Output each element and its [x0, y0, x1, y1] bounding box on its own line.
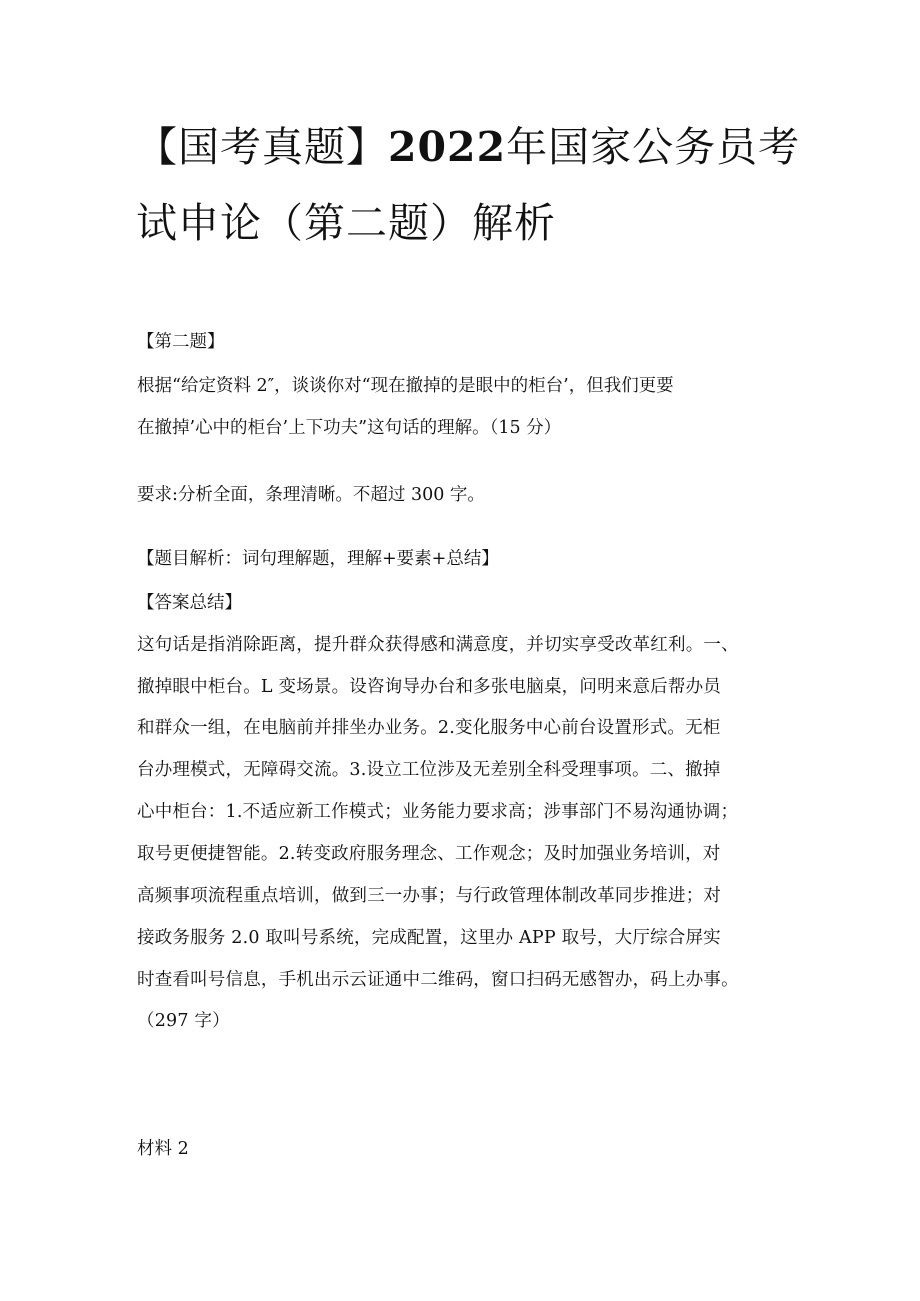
analysis-label: 【题目解析：词句理解题，理解+要素+总结】 — [137, 549, 499, 569]
title-year: 2022 — [388, 123, 507, 171]
answer-line: 接政务服务 2.0 取叫号系统，完成配置，这里办 APP 取号，大厅综合屏实 — [137, 928, 721, 948]
answer-label: 【答案总结】 — [137, 593, 242, 613]
answer-line: 心中柜台：1.不适应新工作模式；业务能力要求高；涉事部门不易沟通协调； — [137, 802, 739, 822]
title-line1-rest: 年国家公务员考 — [506, 123, 801, 171]
answer-line: 撤掉眼中柜台。L 变场景。设咨询导办台和多张电脑桌，问明来意后帮办员 — [137, 677, 721, 697]
material-label: 材料 2 — [137, 1139, 189, 1159]
answer-line: 台办理模式，无障碍交流。3.设立工位涉及无差别全科受理事项。二、撤掉 — [137, 760, 721, 780]
answer-line: 时查看叫号信息，手机出示云证通中二维码，窗口扫码无感智办，码上办事。 — [137, 970, 739, 990]
document-title-line-2: 试申论（第二题）解析 — [136, 199, 556, 247]
word-count: （297 字） — [137, 1011, 230, 1031]
question-line-2: 在撤掉’心中的柜台’上下功夫”这句话的理解。（15 分） — [137, 418, 562, 438]
question-line-1: 根据“给定资料 2″，谈谈你对“现在撤掉的是眼中的柜台’，但我们更要 — [137, 376, 674, 396]
requirement-text: 要求:分析全面，条理清晰。不超过 300 字。 — [137, 485, 485, 505]
answer-line: 高频事项流程重点培训，做到三一办事；与行政管理体制改革同步推进；对 — [137, 886, 722, 906]
title-prefix: 【国考真题】 — [136, 123, 388, 171]
document-title-line-1 — [136, 122, 801, 172]
answer-line: 取号更便捷智能。2.转变政府服务理念、工作观念；及时加强业务培训，对 — [137, 844, 721, 864]
answer-line: 和群众一组，在电脑前并排坐办业务。2.变化服务中心前台设置形式。无柜 — [137, 718, 721, 738]
answer-line: 这句话是指消除距离，提升群众获得感和满意度，并切实享受改革红利。一、 — [137, 635, 739, 655]
section-label: 【第二题】 — [137, 332, 225, 352]
